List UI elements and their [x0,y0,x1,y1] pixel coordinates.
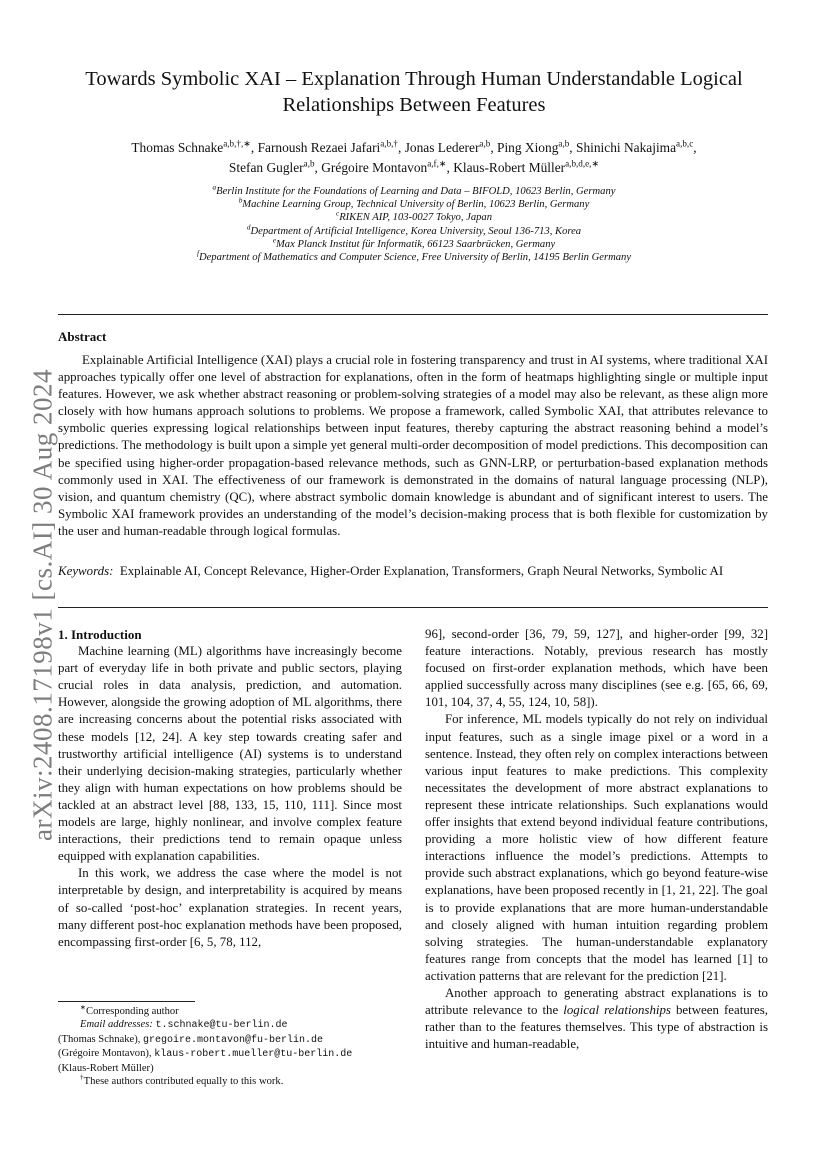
keywords [58,563,768,580]
footnotes [58,1005,402,1088]
author: Jonas Lederer$^{a,b}$, [404,138,498,155]
footnote-equal-contribution: †These authors contributed equally to this work. [80,1073,284,1088]
abstract-heading: Abstract [58,329,107,344]
abstract-bottom-rule [58,607,768,608]
author: Grégoire Montavon$^{a,f,∗}$, [321,158,454,175]
author: Ping Xiong$^{a,b}$, [497,138,576,155]
right-paragraph-1: 96], second-order [36, 79, 59, 127], and higher-order [99, 32] feature interactions. Notably, previous research has mostly focused on first-order explanation methods, which have been applied successfully across many disciplines (see e.g. [65, 66, 69, 101, 104, 37, 4, 55, 124, 10, 58]). [425,627,768,710]
author: Shinichi Nakajima$^{a,b,c}$, [576,138,697,155]
keywords-label: Keywords: [58,564,114,578]
title-line-1: Towards Symbolic XAI – Explanation Through Human Understandable Logical [85,68,743,90]
footnote-emails: Email addresses: t.schnake@tu-berlin.de [80,1019,288,1032]
title-line-2: Relationships Between Features [282,94,546,116]
email-link[interactable]: klaus-robert.mueller@tu-berlin.de [154,1049,353,1061]
footnote-emails-cont: (Grégoire Montavon), klaus-robert.mueller@tu-berlin.de [58,1048,353,1061]
abstract-top-rule [58,314,768,315]
right-column [425,626,768,1053]
author: Klaus-Robert Müller$^{a,b,d,e,∗}$ [453,158,600,175]
right-paragraph-3: Another approach to generating abstract explanations is to attribute relevance to the logical relationships between features, rather than to the features themselves. This type of abstraction is intuitive and human-readable, [425,985,768,1052]
footnote-corresponding: ∗Corresponding author [80,1003,179,1017]
author-list [60,138,768,178]
email-link[interactable]: gregoire.montavon@fu-berlin.de [143,1034,324,1046]
paper-title [60,66,768,118]
author: Thomas Schnake$^{a,b,\dagger,∗}$, [131,138,258,155]
author: Stefan Gugler$^{a,b}$, [228,158,322,175]
affiliation: $^d$Department of Artificial Intelligence, Korea University, Seoul 136-713, Korea [246,223,582,237]
footnote-emails-cont: (Klaus-Robert Müller) [58,1062,154,1074]
affiliation-list [60,185,768,264]
abstract-text: Explainable Artificial Intelligence (XAI) plays a crucial role in fostering transparency and trust in AI systems, where traditional XAI approaches typically offer one level of abstraction for explanations, often in the form of heatmaps highlighting single or multiple input features. However, we ask whether abstract reasoning or problem-solving strategies of a model may also be relevant, as these align more closely with how humans approach solutions to problems. We propose a framework, called Symbolic XAI, that attributes relevance to symbolic queries expressing logical relationships between input features, thereby capturing the abstract reasoning behind a model’s predictions. The methodology is built upon a simple yet general multi-order decomposition of model predictions. This decomposition can be specified using higher-order propagation-based relevance methods, such as GNN-LRP, or perturbation-based explanation methods commonly used in XAI. The effectiveness of our framework is demonstrated in the domains of natural language processing (NLP), vision, and quantum chemistry (QC), where abstract symbolic domain knowledge is abundant and of significant interest to users. The Symbolic XAI framework provides an understanding of the model’s decision-making process that is both flexible for customization by the user and human-readable through logical formulas. [58,353,768,538]
right-paragraph-2: For inference, ML models typically do not rely on individual input features, such as a single image pixel or a word in a sentence. Instead, they often rely on complex interactions between various input features to make predictions. This complexity necessitates the development of more abstract explanations to represent these intricate relationships. Such explanations would offer insights that extend beyond individual feature contributions, providing a more holistic view of how different feature interactions influence the model’s predictions. Attempts to provide such abstract explanations, which go beyond feature-wise explanations, have been proposed recently in [1, 21, 22]. The goal is to provide explanations that are more human-understandable and closely aligned with human intuition regarding problem solving strategies. The human-understandable explanatory features range from concepts that the model has learned [1] to activation patterns that are relevant for the prediction [21]. [425,712,768,983]
section-heading-introduction: 1. Introduction [58,627,142,642]
affiliation: $^e$Max Planck Institut für Informatik, 66123 Saarbrücken, Germany [272,236,556,250]
intro-paragraph-1: Machine learning (ML) algorithms have increasingly become part of everyday life in both private and public sectors, playing crucial roles in data analysis, prediction, and automation. However, alongside the growing adoption of ML algorithms, there are increasing concerns about the potential risks associated with these models [12, 24]. A key step towards creating safer and trustworthy artificial intelligence (AI) systems is to understand their underlying decision-making strategies, particularly whether they align with human expectations on how problems should be tackled at an abstract level [88, 133, 15, 110, 111]. Since most models are large, highly nonlinear, and involve complex feature interactions, their predictions tend to remain opaque unless equipped with explanation capabilities. [58,644,402,864]
footnote-emails-cont: (Thomas Schnake), gregoire.montavon@fu-berlin.de [58,1033,324,1046]
affiliation: $^f$Department of Mathematics and Computer Science, Free University of Berlin, 14195 Berlin Germany [196,249,632,264]
footnote-rule [58,1001,195,1002]
arxiv-identifier-text: arXiv:2408.17198v1 [cs.AI] 30 Aug 2024 [27,369,58,841]
affiliation: $^c$RIKEN AIP, 103-0027 Tokyo, Japan [335,209,493,224]
email-link[interactable]: t.schnake@tu-berlin.de [155,1020,288,1032]
affiliation: $^b$Machine Learning Group, Technical University of Berlin, 10623 Berlin, Germany [238,196,590,211]
author: Farnoush Rezaei Jafari$^{a,b,\dagger}$, [257,138,405,155]
left-column [58,626,402,951]
intro-paragraph-2: In this work, we address the case where the model is not interpretable by design, and interpretability is acquired by means of so-called ‘post-hoc’ explanation strategies. In recent years, many different post-hoc explanation methods have been proposed, encompassing first-order [6, 5, 78, 112, [58,866,402,949]
keywords-text: Explainable AI, Concept Relevance, Higher-Order Explanation, Transformers, Graph Neural Networks, Symbolic AI [119,564,724,578]
affiliation: $^a$Berlin Institute for the Foundations of Learning and Data – BIFOLD, 10623 Berlin, Germany [212,183,616,197]
